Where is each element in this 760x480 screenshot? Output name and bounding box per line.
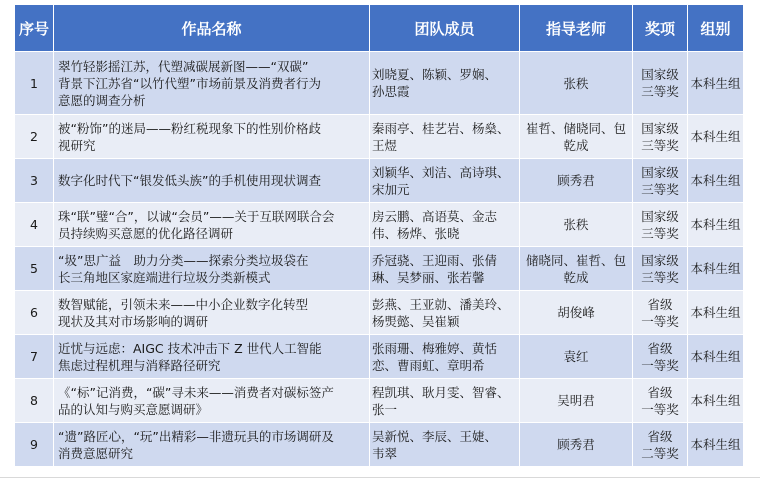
team-members: [370, 247, 520, 291]
advisor: [520, 115, 633, 159]
header-number: 序号: [15, 5, 54, 52]
group: 本科生组: [688, 291, 744, 335]
advisor: [520, 247, 633, 291]
award-level: [633, 203, 688, 247]
row-number: 2: [15, 115, 54, 159]
team-members: [370, 159, 520, 203]
group: 本科生组: [688, 159, 744, 203]
award-level-line: 国家级: [641, 252, 679, 268]
bottom-divider: [0, 477, 760, 478]
header-group: 组别: [688, 5, 744, 52]
advisor-line: 胡俊峰: [557, 305, 595, 320]
advisor: [520, 203, 633, 247]
advisor-line: 顾秀君: [557, 173, 595, 188]
project-title: [54, 379, 370, 423]
award-level: [633, 291, 688, 335]
table-row: [15, 115, 744, 159]
advisor-line: 吴明君: [557, 393, 595, 408]
team-members: [370, 335, 520, 379]
project-title-line: 翠竹轻影摇江苏，代塑减碳展新图——“双碳”: [58, 58, 309, 74]
advisor: [520, 335, 633, 379]
project-title: [54, 335, 370, 379]
project-title-line: “遗”路匠心，“玩”出精彩—非遗玩具的市场调研及: [58, 428, 334, 444]
awards-table-container: [14, 4, 743, 467]
table-row: [15, 423, 744, 467]
group: 本科生组: [688, 423, 744, 467]
award-level-line: 省级: [647, 296, 673, 312]
advisor-line: 乾成: [563, 137, 589, 153]
team-members-line: 杨煚懿、吴崔颖: [372, 313, 460, 329]
award-level-line: 三等奖: [641, 137, 679, 153]
team-members-line: 张一: [372, 401, 398, 417]
project-title-line: 消费意愿研究: [58, 445, 134, 461]
table-row: [15, 379, 744, 423]
team-members-line: 宋加元: [372, 181, 410, 197]
team-members-line: 程凯琪、耿月雯、智睿、: [372, 384, 510, 400]
project-title-line: 被“粉饰”的迷局——粉红税现象下的性别价格歧: [58, 120, 321, 136]
team-members: [370, 423, 520, 467]
team-members-line: 琳、吴梦丽、张若馨: [372, 269, 485, 285]
award-level-line: 国家级: [641, 120, 679, 136]
team-members: [370, 52, 520, 115]
advisor: [520, 52, 633, 115]
award-level: [633, 423, 688, 467]
team-members-line: 刘晓夏、陈颖、罗娴、: [372, 67, 498, 82]
project-title: [54, 115, 370, 159]
award-level: [633, 379, 688, 423]
row-number: 1: [15, 52, 54, 115]
team-members-line: 恋、曹雨虹、章明希: [372, 357, 485, 373]
advisor: [520, 291, 633, 335]
team-members-line: 吴新悦、李辰、王婕、: [372, 428, 498, 444]
advisor-line: 张秩: [563, 75, 589, 91]
project-title-line: 《“标”记消费，“碳”寻未来——消费者对碳标签产: [58, 384, 334, 400]
team-members-line: 张雨珊、梅雅婷、黄恬: [372, 340, 498, 356]
award-level-line: 三等奖: [641, 225, 679, 241]
project-title-line: 视研究: [58, 137, 96, 153]
project-title-line: 员持续购买意愿的优化路径调研: [58, 225, 234, 241]
row-number: 5: [15, 247, 54, 291]
advisor-line: 张秩: [563, 217, 589, 232]
group: 本科生组: [688, 335, 744, 379]
project-title-line: 背景下江苏省“以竹代塑”市场前景及消费者行为: [58, 75, 321, 91]
team-members-line: 王煜: [372, 137, 398, 153]
group: 本科生组: [688, 379, 744, 423]
project-title-line: 长三角地区家庭端进行垃圾分类新模式: [58, 269, 271, 285]
award-level-line: 国家级: [641, 67, 679, 82]
row-number: 4: [15, 203, 54, 247]
row-number: 6: [15, 291, 54, 335]
project-title: [54, 203, 370, 247]
award-level-line: 省级: [647, 384, 673, 400]
award-level-line: 二等奖: [641, 445, 679, 461]
award-level-line: 省级: [647, 340, 673, 356]
team-members: [370, 203, 520, 247]
table-row: [15, 247, 744, 291]
header-advisor: 指导老师: [520, 5, 633, 52]
header-members: 团队成员: [370, 5, 520, 52]
group: 本科生组: [688, 52, 744, 115]
team-members-line: 房云鹏、高语莫、金志: [372, 208, 498, 224]
advisor-line: 乾成: [563, 269, 589, 285]
group: 本科生组: [688, 115, 744, 159]
award-level: [633, 115, 688, 159]
award-level: [633, 159, 688, 203]
awards-table: [14, 4, 744, 467]
table-header-row: [15, 5, 744, 52]
project-title-line: 现状及其对市场影响的调研: [58, 313, 209, 329]
project-title-line: “圾”思广益 助力分类——探索分类垃圾袋在: [58, 252, 309, 268]
table-body: [15, 52, 744, 467]
award-level: [633, 52, 688, 115]
award-level-line: 三等奖: [641, 269, 679, 285]
project-title: [54, 291, 370, 335]
project-title-line: 数智赋能，引领未来——中小企业数字化转型: [58, 296, 309, 312]
award-level-line: 国家级: [641, 208, 679, 224]
award-level-line: 省级: [647, 428, 673, 444]
team-members: [370, 379, 520, 423]
group: 本科生组: [688, 203, 744, 247]
project-title-line: 意愿的调查分析: [58, 92, 146, 108]
advisor-line: 袁红: [563, 349, 589, 364]
award-level-line: 一等奖: [641, 357, 679, 373]
advisor: [520, 159, 633, 203]
team-members-line: 乔冠骁、王迎雨、张倩: [372, 252, 498, 268]
advisor: [520, 379, 633, 423]
project-title-line: 品的认知与购买意愿调研》: [58, 401, 209, 417]
team-members-line: 伟、杨烨、张晓: [372, 225, 460, 241]
row-number: 8: [15, 379, 54, 423]
team-members-line: 孙思霞: [372, 84, 410, 99]
table-row: [15, 52, 744, 115]
row-number: 3: [15, 159, 54, 203]
project-title-line: 数字化时代下“银发低头族”的手机使用现状调查: [58, 173, 321, 188]
header-award: 奖项: [633, 5, 688, 52]
advisor: [520, 423, 633, 467]
award-level-line: 国家级: [641, 164, 679, 180]
table-row: [15, 159, 744, 203]
table-row: [15, 335, 744, 379]
team-members-line: 秦雨亭、桂艺岩、杨燊、: [372, 120, 510, 136]
project-title: [54, 52, 370, 115]
project-title: [54, 247, 370, 291]
award-level-line: 三等奖: [641, 181, 679, 197]
team-members: [370, 115, 520, 159]
award-level: [633, 335, 688, 379]
group: 本科生组: [688, 247, 744, 291]
award-level-line: 一等奖: [641, 401, 679, 417]
project-title-line: 焦虑过程机理与消释路径研究: [58, 357, 221, 373]
team-members: [370, 291, 520, 335]
row-number: 7: [15, 335, 54, 379]
team-members-line: 彭燕、王亚勍、潘美玲、: [372, 296, 510, 312]
team-members-line: 韦翠: [372, 445, 398, 461]
row-number: 9: [15, 423, 54, 467]
award-level-line: 一等奖: [641, 313, 679, 329]
project-title: [54, 159, 370, 203]
award-level: [633, 247, 688, 291]
table-row: [15, 291, 744, 335]
project-title: [54, 423, 370, 467]
award-level-line: 三等奖: [641, 84, 679, 99]
team-members-line: 刘颖华、刘洁、高诗琪、: [372, 164, 510, 180]
project-title-line: 近忧与远虑：AIGC 技术冲击下 Z 世代人工智能: [58, 340, 322, 356]
advisor-line: 储晓同、崔哲、包: [525, 252, 626, 268]
advisor-line: 顾秀君: [557, 437, 595, 452]
header-title: 作品名称: [54, 5, 370, 52]
project-title-line: 珠“联”璧“合”，以诚“会员”——关于互联网联合会: [58, 208, 335, 224]
table-row: [15, 203, 744, 247]
advisor-line: 崔哲、储晓同、包: [525, 120, 626, 136]
